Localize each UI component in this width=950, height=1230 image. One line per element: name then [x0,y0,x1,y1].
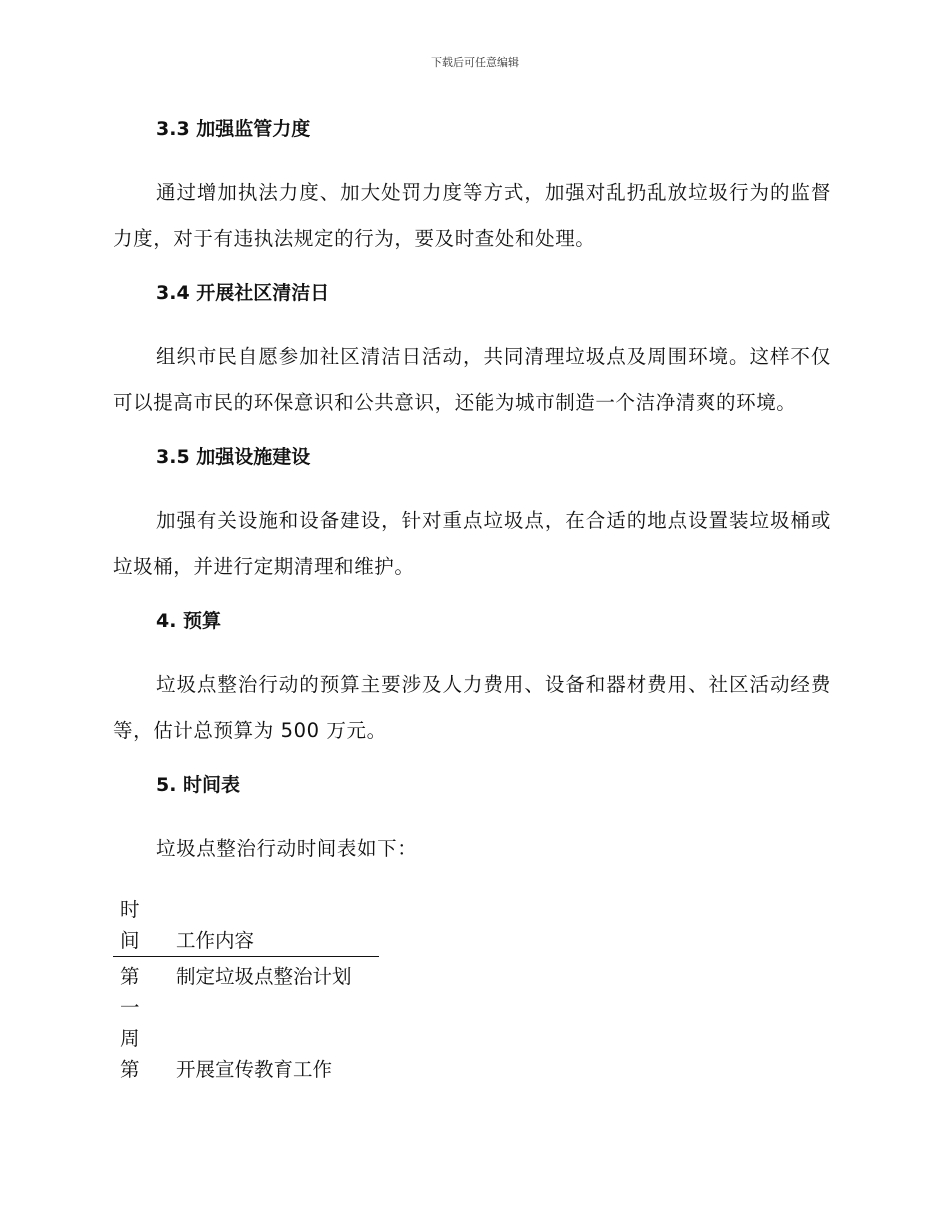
section-paragraph-4: 垃圾点整治行动的预算主要涉及人力费用、设备和器材费用、社区活动经费等，估计总预算为 500 万元。 [113,673,831,742]
section-heading-3-3: 3.3 加强监管力度 [156,118,311,140]
section-paragraph-5: 垃圾点整治行动时间表如下： [156,837,418,860]
table-row [113,957,379,1055]
section-heading-4: 4. 预算 [156,610,222,632]
schedule-cell-time: 第 [120,1058,140,1081]
section-paragraph-3-4: 组织市民自愿参加社区清洁日活动，共同清理垃圾点及周围环境。这样不仅可以提高市民的环保意识和公共意识，还能为城市制造一个洁净清爽的环境。 [113,345,831,414]
section-paragraph-3-3: 通过增加执法力度、加大处罚力度等方式，加强对乱扔乱放垃圾行为的监督力度，对于有违执法规定的行为，要及时查处和处理。 [113,181,831,250]
page-header: 下载后可任意编辑 [431,56,519,69]
schedule-header-content: 工作内容 [176,929,255,952]
section-heading-5: 5. 时间表 [156,774,241,796]
schedule-header-time: 时间 [120,898,140,952]
section-heading-3-4: 3.4 开展社区清洁日 [156,282,330,304]
document-body [113,112,831,1085]
section-heading-3-5: 3.5 加强设施建设 [156,446,311,468]
schedule-cell-time: 第一周 [120,965,140,1050]
section-paragraph-3-5: 加强有关设施和设备建设，针对重点垃圾点，在合适的地点设置装垃圾桶或垃圾桶，并进行定期清理和维护。 [113,509,831,578]
schedule-cell-content: 开展宣传教育工作 [176,1058,333,1081]
schedule-table [113,894,379,1085]
table-row [113,1054,379,1085]
schedule-cell-content: 制定垃圾点整治计划 [176,965,352,988]
schedule-header-row [113,894,379,957]
